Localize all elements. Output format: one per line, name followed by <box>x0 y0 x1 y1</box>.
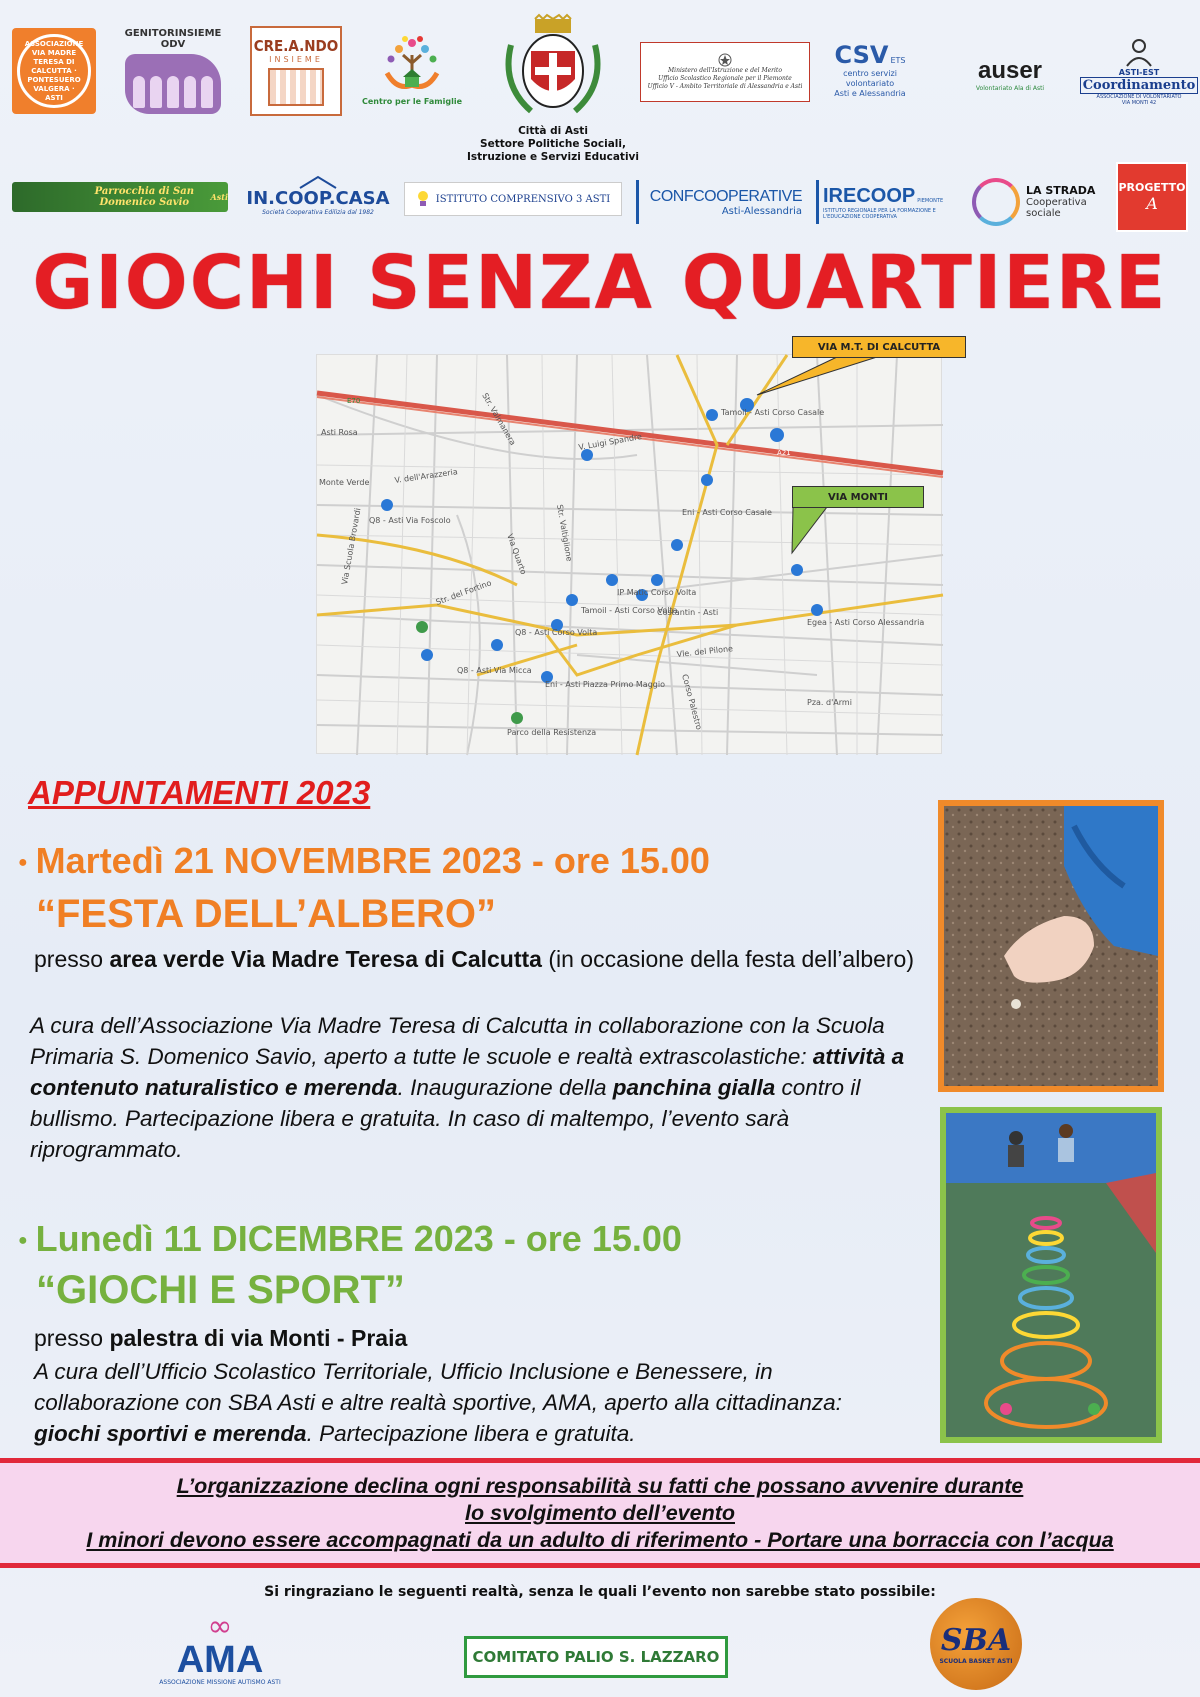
area-map <box>316 354 942 754</box>
logo-ama-sub: ASSOCIAZIONE MISSIONE AUTISMO ASTI <box>159 1678 281 1686</box>
event-1-desc-1-bold: attività a contenuto naturalistico e merenda <box>30 1044 905 1100</box>
logo-lastrada-sub-1: Cooperativa <box>1026 197 1087 208</box>
tree-hands-icon <box>377 35 447 97</box>
logo-famiglie-label: Centro per le Famiglie <box>362 96 462 106</box>
event-2-where-bold: palestra di via Monti - Praia <box>109 1325 408 1351</box>
building-icon <box>268 68 324 106</box>
logo-istituto-comprensivo <box>404 182 622 216</box>
map-callout-monti: VIA MONTI <box>792 486 924 508</box>
map-label-quarto: Via Quarto <box>505 532 529 576</box>
appointments-heading: APPUNTAMENTI 2023 <box>28 774 371 811</box>
event-1-where-bold: area verde Via Madre Teresa di Calcutta <box>109 946 542 972</box>
logo-ministero <box>640 42 810 102</box>
logo-confcooperative <box>636 180 806 224</box>
map-label-ip-matic: IP Matic Corso Volta <box>617 588 697 597</box>
citta-asti-line-3: Istruzione e Servizi Educativi <box>467 151 639 163</box>
event-1-desc-3: contro il bullismo. Partecipazione libera e gratuita. In caso di maltempo, l’evento sarà riprogrammato. <box>30 1075 861 1162</box>
logo-parrocchia-city: Asti <box>210 192 228 202</box>
map-label-tamoil-casale: Tamoil - Asti Corso Casale <box>721 408 825 417</box>
map-callout-calcutta: VIA M.T. DI CALCUTTA <box>792 336 966 358</box>
map-label-asti-rosa: Asti Rosa <box>321 428 358 437</box>
map-label-palestro: Corso Palestro <box>680 673 704 731</box>
logo-confcoop-sub: Asti-Alessandria <box>721 205 802 217</box>
logo-irecoop-sub: ISTITUTO REGIONALE PER LA FORMAZIONE E L'EDUCAZIONE COOPERATIVA <box>823 207 936 220</box>
event-1-where-prefix: presso <box>34 946 110 972</box>
family-figures-icon <box>125 54 221 114</box>
logo-csv-sub-2: Asti e Alessandria <box>834 89 906 98</box>
logo-csv-main: CSV <box>834 41 889 69</box>
logo-creando-main: CRE.A.NDO <box>253 36 339 55</box>
logo-incoop-main: IN.COOP.CASA <box>246 188 390 209</box>
map-label-eni-primo-maggio: Eni - Asti Piazza Primo Maggio <box>545 680 665 689</box>
disclaimer-line-3: I minori devono essere accompagnati da un adulto di riferimento - Portare una borraccia con l’acqua <box>86 1527 1114 1552</box>
logo-sba-sub: SCUOLA BASKET ASTI <box>939 1658 1013 1665</box>
map-label-fortino: Str. del Fortino <box>434 578 493 607</box>
photo-hoops-gym <box>940 1107 1162 1443</box>
logo-creando-sub: INSIEME <box>269 54 323 64</box>
map-label-egea: Egea - Asti Corso Alessandria <box>807 618 925 627</box>
map-label-eni-casale: Eni - Asti Corso Casale <box>682 508 772 517</box>
citta-asti-line-1: Città di Asti <box>518 125 588 137</box>
logo-csv <box>820 36 920 104</box>
map-label-monte-verde: Monte Verde <box>319 478 370 487</box>
logo-coordinamento-asti-est <box>1082 28 1196 106</box>
logo-parrocchia-text: Parrocchia di San Domenico Savio <box>94 186 194 208</box>
logo-irecoop-region: PIEMONTE <box>917 197 944 204</box>
logo-coord-top: ASTI-EST <box>1118 68 1160 77</box>
logo-sba <box>930 1598 1022 1690</box>
event-2-desc-1-bold: giochi sportivi e merenda <box>34 1421 307 1446</box>
logo-csv-ets: ETS <box>890 56 906 65</box>
logo-incoopcasa <box>240 172 396 220</box>
citta-asti-caption <box>430 125 676 164</box>
event-1-date <box>18 840 710 882</box>
roof-icon <box>298 176 338 188</box>
map-label-valmanera: Str. Valmanera <box>480 391 518 447</box>
map-label-spandre: V. Luigi Spandre <box>577 431 643 452</box>
event-1-location <box>34 943 914 975</box>
logo-la-strada <box>972 176 1096 228</box>
event-1-description <box>30 1010 930 1165</box>
logo-genitorinsieme <box>118 28 228 114</box>
logo-creando <box>250 26 342 116</box>
event-2-desc-1: A cura dell’Ufficio Scolastico Territoriale, Ufficio Inclusione e Benessere, in collaborazione con SBA Asti e altre realtà sportive, AMA, aperto alla cittadinanza: <box>34 1359 842 1415</box>
event-2-date-text: Lunedì 11 DICEMBRE 2023 - ore 15.00 <box>35 1218 682 1259</box>
event-1-where-suffix: (in occasione della festa dell’albero) <box>541 946 915 972</box>
map-label-q8-micca: Q8 - Asti Via Micca <box>457 666 532 675</box>
event-2-desc-2: . Partecipazione libera e gratuita. <box>306 1421 636 1446</box>
logo-mt-text: ASSOCIAZIONE VIA MADRE TERESA DI CALCUTTA · PONTESUERO VALGERA · ASTI <box>24 39 84 102</box>
waves-icon <box>972 178 1020 226</box>
logo-genitori-label: GENITORINSIEME ODV <box>124 28 222 50</box>
coat-of-arms-icon <box>491 15 615 121</box>
map-label-costantin: Costantin - Asti <box>657 608 719 617</box>
lightbulb-icon <box>416 190 430 208</box>
map-label-tamoil-volta: Tamoil - Asti Corso Volta <box>581 606 678 615</box>
photo-planting-seed <box>938 800 1164 1092</box>
logo-coord-main: Coordinamento <box>1080 77 1199 94</box>
ministero-line-2: Ufficio Scolastico Regionale per il Piemonte <box>658 75 792 82</box>
logo-progetto-text: PROGETTO <box>1118 181 1186 194</box>
disclaimer-banner <box>0 1458 1200 1568</box>
logo-irecoop <box>816 180 956 224</box>
citta-asti-line-2: Settore Politiche Sociali, <box>480 138 626 150</box>
map-label-q8-volta: Q8 - Asti Corso Volta <box>515 628 598 637</box>
logo-centro-famiglie <box>362 22 462 118</box>
logo-associazione-mt-calcutta <box>12 28 96 114</box>
event-2-title: “GIOCHI E SPORT” <box>36 1268 405 1312</box>
event-1-desc-2: . Inaugurazione della <box>397 1075 613 1100</box>
event-1-title: “FESTA DELL’ALBERO” <box>36 892 496 936</box>
logo-auser-sub: Volontariato Ala di Asti <box>975 84 1045 92</box>
bullet-icon: ● <box>18 854 28 872</box>
map-label-pza-armi: Pza. d'Armi <box>807 698 852 707</box>
map-label-a21: A21 <box>777 449 791 457</box>
logo-progetto-letter: A <box>1146 194 1158 213</box>
event-1-date-text: Martedì 21 NOVEMBRE 2023 - ore 15.00 <box>35 840 710 881</box>
poster-title: GIOCHI SENZA QUARTIERE <box>32 240 1168 326</box>
event-2-date <box>18 1218 682 1260</box>
logo-progetto-a <box>1116 162 1188 232</box>
logo-incoop-sub: Società Cooperativa Edilizia dal 1982 <box>262 209 374 216</box>
logo-parrocchia <box>12 182 228 212</box>
event-2-location <box>34 1322 914 1354</box>
bullet-icon: ● <box>18 1232 28 1250</box>
logo-istituto-text: ISTITUTO COMPRENSIVO 3 ASTI <box>435 193 611 205</box>
disclaimer-line-1: L’organizzazione declina ogni responsabilità su fatti che possano avvenire durante <box>176 1473 1024 1498</box>
map-label-brovardi: Via Scuola Brovardi <box>340 507 363 586</box>
logo-ama <box>150 1610 290 1688</box>
map-label-q8-foscolo: Q8 - Asti Via Foscolo <box>369 516 451 525</box>
event-2-description <box>34 1356 914 1449</box>
logo-lastrada-main: LA STRADA <box>1026 184 1096 197</box>
map-label-e70: E70 <box>347 397 361 405</box>
logo-comitato-palio: COMITATO PALIO S. LAZZARO <box>464 1636 728 1678</box>
thanks-text: Si ringraziano le seguenti realtà, senza le quali l’evento non sarebbe stato possibile: <box>264 1584 936 1600</box>
map-label-pilone: Vle. del Pilone <box>676 644 734 659</box>
logo-ama-main: AMA <box>176 1638 264 1681</box>
ministero-line-1: Ministero dell'Istruzione e del Merito <box>668 67 782 74</box>
map-label-arazzeria: V. dell'Arazzeria <box>394 467 459 485</box>
logo-sba-main: SBA <box>940 1623 1012 1658</box>
logo-irecoop-main: IRECOOP <box>823 184 916 207</box>
event-1-desc-1: A cura dell’Associazione Via Madre Teresa di Calcutta in collaborazione con la Scuola Primaria S. Domenico Savio, aperto a tutte le scuole e realtà extrascolastiche: <box>30 1013 885 1069</box>
logo-lastrada-sub-2: sociale <box>1026 208 1061 219</box>
logo-coord-sub: ASSOCIAZIONE DI VOLONTARIATO VIA MONTI 42 <box>1096 94 1182 106</box>
event-1-desc-2-bold: panchina gialla <box>612 1075 776 1100</box>
ministero-line-3: Ufficio V - Ambito Territoriale di Alessandria e Asti <box>647 83 803 90</box>
logo-csv-sub-1: centro servizi volontariato <box>843 69 897 88</box>
logo-confcoop-main: CONFCOOPERATIVE <box>649 187 802 205</box>
emblem-icon <box>718 53 732 67</box>
logo-auser-main: auser <box>977 56 1043 84</box>
infinity-icon: ∞ <box>207 1608 233 1644</box>
logo-citta-asti-stemma <box>488 14 618 122</box>
logo-auser <box>950 50 1070 98</box>
disclaimer-line-2: lo svolgimento dell’evento <box>465 1500 735 1525</box>
event-2-where-prefix: presso <box>34 1325 110 1351</box>
figure-icon <box>1119 38 1159 68</box>
map-label-valtiglione: Str. Valtiglione <box>555 503 574 563</box>
map-label-parco: Parco della Resistenza <box>507 728 597 737</box>
